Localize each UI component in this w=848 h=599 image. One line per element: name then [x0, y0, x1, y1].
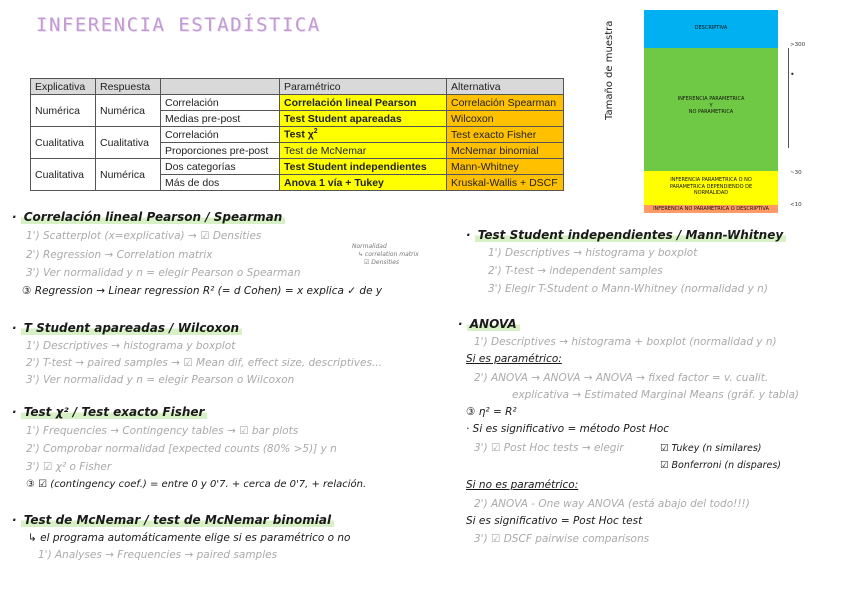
band-label: INFERENCIA NO PARAMETRICA O DESCRIPTIVA	[653, 206, 769, 212]
note-line: 1') Frequencies → Contingency tables → ☑ bar plots	[26, 425, 299, 437]
note-line: 1') Analyses → Frequencies → paired samples	[38, 549, 278, 561]
note-line: 1') Descriptives → histograma y boxplot	[26, 340, 236, 352]
cell-respuesta: Numérica	[96, 95, 161, 127]
note-line: 2') T-test → independent samples	[488, 265, 663, 277]
cell-subtype: Correlación	[161, 95, 280, 111]
sample-size-diagram	[644, 10, 778, 218]
section-heading: · ANOVA	[458, 317, 520, 331]
section-heading: · Test χ² / Test exacto Fisher	[12, 405, 207, 419]
cell-alternative: Correlación Spearman	[447, 95, 564, 111]
cell-alternative: McNemar binomial	[447, 143, 564, 159]
note-line: ↳ el programa automáticamente elige si es paramétrico o no	[28, 532, 351, 544]
tick-10: <10	[790, 202, 802, 208]
note-line: Si es paramétrico:	[466, 353, 562, 365]
section-heading: · Correlación lineal Pearson / Spearman	[12, 210, 285, 224]
cell-subtype: Correlación	[161, 127, 280, 143]
note-line: 3') Ver normalidad y n = elegir Pearson o Spearman	[26, 267, 301, 279]
note-line: ☑ Bonferroni (n dispares)	[660, 460, 782, 471]
cell-respuesta: Numérica	[96, 159, 161, 191]
band-descriptiva	[644, 10, 778, 48]
note-line: 1') Descriptives → histograma + boxplot (normalidad y n)	[474, 336, 777, 348]
note-line: 3') Ver normalidad y n = elegir Pearson o Wilcoxon	[26, 374, 295, 386]
cell-respuesta: Cualitativa	[96, 127, 161, 159]
aside-note: ↳ correlation matrix	[358, 251, 419, 258]
cell-subtype: Medias pre-post	[161, 111, 280, 127]
band-label: INFERENCIA PARAMETRICA Y NO PARAMETRICA	[677, 96, 745, 115]
heading-text: Test χ² / Test exacto Fisher	[21, 405, 208, 419]
note-line: 1') Descriptives → histograma y boxplot	[488, 247, 698, 259]
cell-explicativa: Cualitativa	[31, 159, 96, 191]
cell-subtype: Dos categorías	[161, 159, 280, 175]
section-heading: · Test Student independientes / Mann-Whitney	[466, 228, 786, 242]
tick-300: >300	[790, 42, 806, 48]
tick-30: ~30	[790, 170, 802, 176]
cell-alternative: Kruskal-Wallis + DSCF	[447, 175, 564, 191]
note-line: 2') Regression → Correlation matrix	[26, 249, 213, 261]
note-line: 3') ☑ χ² o Fisher	[26, 461, 112, 473]
band-normalidad	[644, 171, 778, 205]
aside-note: Normalidad	[352, 243, 387, 250]
cell-explicativa: Numérica	[31, 95, 96, 127]
header-explicativa: Explicativa	[31, 79, 96, 95]
diagram-y-label: Tamaño de muestra	[604, 20, 615, 120]
section-heading: · Test de McNemar / test de McNemar binomial	[12, 513, 334, 527]
cell-parametric: Test de McNemar	[280, 143, 447, 159]
cell-parametric: Test Student independientes	[280, 159, 447, 175]
cell-alternative: Wilcoxon	[447, 111, 564, 127]
cell-alternative: Mann-Whitney	[447, 159, 564, 175]
band-inferencia	[644, 48, 778, 171]
table-row	[31, 127, 564, 143]
note-line: 2') ANOVA → ANOVA → ANOVA → fixed factor = v. cualit.	[474, 372, 769, 384]
heading-text: T Student apareadas / Wilcoxon	[21, 321, 242, 335]
chi-square-label: Test χ	[284, 128, 314, 141]
note-line: 3') ☑ Post Hoc tests → elegir	[474, 442, 624, 454]
header-blank	[161, 79, 280, 95]
heading-text: ANOVA	[467, 317, 520, 331]
note-line: explicativa → Estimated Marginal Means (gráf. y tabla)	[512, 389, 799, 401]
cell-alternative: Test exacto Fisher	[447, 127, 564, 143]
header-parametrico: Paramétrico	[280, 79, 447, 95]
note-line: ☑ Tukey (n similares)	[660, 443, 762, 454]
band-label: DESCRIPTIVA	[694, 25, 728, 31]
heading-text: Test Student independientes / Mann-Whitney	[475, 228, 786, 242]
note-line: ③ Regression → Linear regression R² (= d Cohen) = x explica ✓ de y	[22, 285, 383, 297]
cell-explicativa: Cualitativa	[31, 127, 96, 159]
note-line: 2') Comprobar normalidad [expected counts (80% >5)] y n	[26, 443, 337, 455]
table-row	[31, 159, 564, 175]
note-line: 2') T-test → paired samples → ☑ Mean dif, effect size, descriptives...	[26, 357, 382, 369]
note-line: 1') Scatterplot (x=explicativa) → ☑ Densities	[26, 230, 262, 242]
summary-table	[30, 78, 564, 191]
table-header-row	[31, 79, 564, 95]
heading-text: Test de McNemar / test de McNemar binomial	[21, 513, 334, 527]
band-label: INFERENCIA PARAMETRICA O NO PARAMETRICA DEPENDIENDO DE NORMALIDAD	[669, 177, 753, 196]
cell-parametric: Test Student apareadas	[280, 111, 447, 127]
cell-parametric: Correlación lineal Pearson	[280, 95, 447, 111]
table-row	[31, 95, 564, 111]
cell-parametric: Anova 1 vía + Tukey	[280, 175, 447, 191]
header-respuesta: Respuesta	[96, 79, 161, 95]
note-line: 3') Elegir T-Student o Mann-Whitney (normalidad y n)	[488, 283, 768, 295]
note-line: · Si es significativo = método Post Hoc	[466, 423, 670, 435]
heading-text: Correlación lineal Pearson / Spearman	[21, 210, 286, 224]
section-heading: · T Student apareadas / Wilcoxon	[12, 321, 242, 335]
band-no-parametrica	[644, 205, 778, 213]
cell-parametric: Test $\chi^2$	[280, 127, 447, 143]
axis-line	[788, 48, 789, 148]
note-line: ③ η² = R²	[466, 406, 517, 418]
cell-subtype: Proporciones pre-post	[161, 143, 280, 159]
note-line: 3') ☑ DSCF pairwise comparisons	[474, 533, 650, 545]
tick-marker: •	[790, 70, 795, 79]
aside-note: ☑ Densities	[364, 259, 400, 266]
note-line: Si es significativo = Post Hoc test	[466, 515, 643, 527]
note-line: 2') ANOVA - One way ANOVA (está abajo del todo!!!)	[474, 498, 750, 510]
note-line: ③ ☑ (contingency coef.) = entre 0 y 0'7. + cerca de 0'7, + relación.	[26, 479, 367, 490]
header-alternativa: Alternativa	[447, 79, 564, 95]
cell-subtype: Más de dos	[161, 175, 280, 191]
page-title: INFERENCIA ESTADÍSTICA	[36, 14, 321, 36]
note-line: Si no es paramétrico:	[466, 479, 579, 491]
